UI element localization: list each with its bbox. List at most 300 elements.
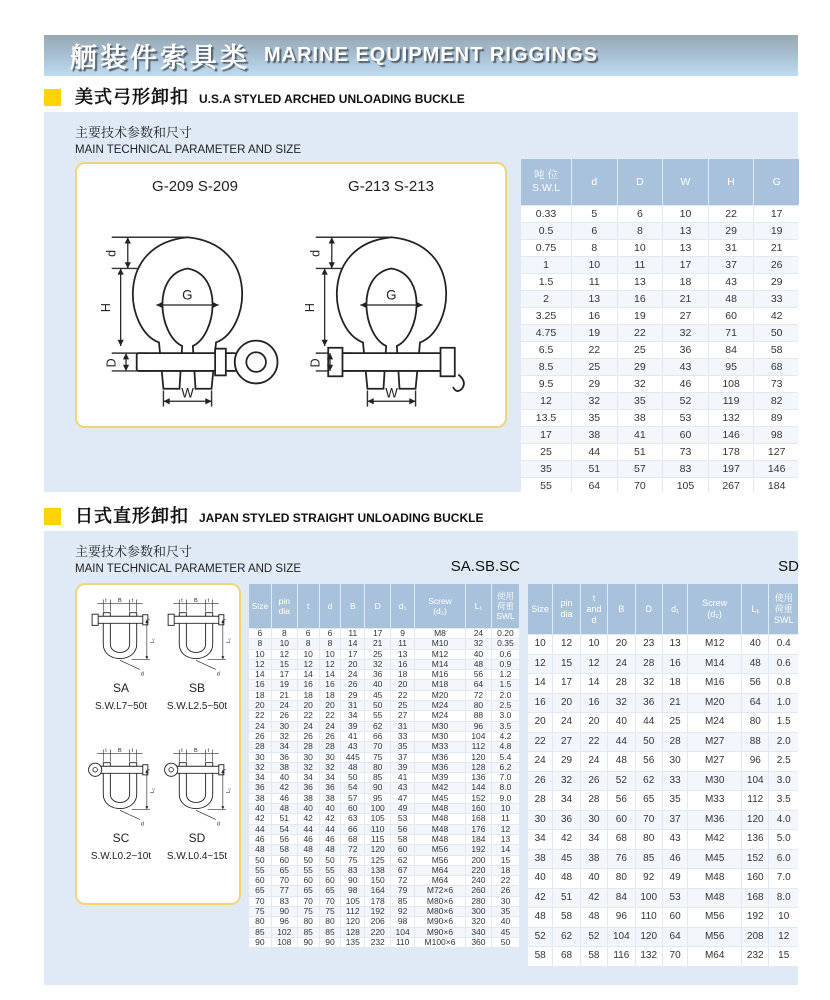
- table-cell: 8.0: [492, 783, 519, 792]
- table-cell: 71: [709, 325, 754, 341]
- table-cell: 32: [553, 772, 579, 791]
- table-cell: 43: [709, 274, 754, 290]
- table-cell: 32: [320, 763, 341, 772]
- table-row: [249, 670, 519, 679]
- table-cell: 22: [618, 325, 663, 341]
- table-cell: 85: [365, 773, 390, 782]
- table-cell: 39: [341, 722, 364, 731]
- table-cell: 55: [521, 478, 571, 494]
- table-cell: M64: [688, 947, 741, 966]
- table-cell: 28: [249, 742, 271, 751]
- table-cell: 17: [663, 257, 708, 273]
- table-cell: 98: [754, 427, 799, 443]
- table-cell: 178: [365, 897, 390, 906]
- table-cell: 12: [521, 393, 571, 409]
- table-cell: M48: [415, 825, 465, 834]
- variant-swl: S.W.L2.5~50t: [166, 701, 228, 712]
- table-cell: 58: [528, 947, 552, 966]
- table-cell: 9.0: [492, 794, 519, 803]
- table-row: [249, 680, 519, 689]
- table-cell: 85: [320, 928, 341, 937]
- table-cell: 16: [528, 694, 552, 713]
- table-cell: 38: [272, 763, 297, 772]
- table-cell: 11: [341, 629, 364, 638]
- table-cell: 72: [391, 876, 414, 885]
- column-header: 使用 荷重 SWL: [769, 584, 798, 634]
- table-cell: 197: [709, 461, 754, 477]
- table-cell: 51: [272, 814, 297, 823]
- table-cell: 34: [528, 830, 552, 849]
- table-row: [521, 240, 799, 256]
- table-cell: 31: [709, 240, 754, 256]
- table-row: [521, 359, 799, 375]
- table-row: [249, 650, 519, 659]
- table-cell: M27: [688, 733, 741, 752]
- sa-drawing: [83, 593, 159, 679]
- variant-swl: S.W.L0.4~15t: [166, 851, 228, 862]
- table-cell: 7.0: [769, 869, 798, 888]
- table-cell: 4.2: [492, 732, 519, 741]
- column-header: 使用 荷重 SWL: [492, 584, 519, 628]
- d-shackle-diagram: [75, 583, 241, 905]
- table-cell: 17: [521, 427, 571, 443]
- table-cell: 68: [553, 947, 579, 966]
- table-cell: 42: [528, 889, 552, 908]
- table-cell: M20: [415, 691, 465, 700]
- table-cell: 48: [553, 869, 579, 888]
- table-cell: 11: [492, 814, 519, 823]
- column-header: 吨 位 S.W.L: [521, 159, 571, 205]
- table-cell: 2.0: [492, 691, 519, 700]
- table-cell: 35: [618, 393, 663, 409]
- table-cell: 52: [608, 772, 634, 791]
- table-row: [249, 753, 519, 762]
- table-cell: 100: [636, 889, 662, 908]
- table-row: [528, 850, 798, 869]
- table-row: [249, 794, 519, 803]
- variant-swl: S.W.L7~50t: [95, 701, 147, 712]
- table-cell: M56: [688, 928, 741, 947]
- table-cell: 88: [742, 733, 768, 752]
- table-cell: 50: [249, 856, 271, 865]
- bow-shackle-diagram: [75, 162, 507, 428]
- table-row: [528, 752, 798, 771]
- table-cell: 14: [581, 674, 607, 693]
- table-row: [249, 660, 519, 669]
- table-cell: M42: [688, 830, 741, 849]
- table-cell: 10: [298, 650, 319, 659]
- table-cell: 75: [320, 907, 341, 916]
- table-cell: 53: [663, 889, 687, 908]
- section1-heading: [44, 88, 465, 106]
- table-cell: 16: [581, 694, 607, 713]
- table-cell: 96: [466, 722, 491, 731]
- table-cell: 36: [553, 811, 579, 830]
- table-cell: M48: [415, 814, 465, 823]
- table-cell: 32: [466, 639, 491, 648]
- table-cell: 1.5: [769, 713, 798, 732]
- table-cell: 110: [365, 825, 390, 834]
- table-cell: 52: [581, 928, 607, 947]
- table-cell: 37: [391, 753, 414, 762]
- table-cell: 2.5: [769, 752, 798, 771]
- table-row: [249, 928, 519, 937]
- table-cell: 30: [272, 722, 297, 731]
- table-cell: 80: [608, 869, 634, 888]
- table-cell: 22: [581, 733, 607, 752]
- table-cell: M10: [415, 639, 465, 648]
- table-cell: 80: [298, 917, 319, 926]
- column-header: H: [709, 159, 754, 205]
- table-cell: 5: [572, 206, 617, 222]
- table-cell: 29: [709, 223, 754, 239]
- table-cell: 46: [663, 850, 687, 869]
- table-cell: 3.0: [492, 711, 519, 720]
- table-cell: M72×6: [415, 886, 465, 895]
- table-cell: 85: [391, 897, 414, 906]
- table-cell: 30: [528, 811, 552, 830]
- column-header: Size: [528, 584, 552, 634]
- table-cell: 13.5: [521, 410, 571, 426]
- table-cell: 44: [298, 825, 319, 834]
- table-cell: 40: [608, 713, 634, 732]
- table-cell: 64: [663, 928, 687, 947]
- table-cell: 110: [636, 908, 662, 927]
- table-cell: 80: [320, 917, 341, 926]
- table-cell: 48: [466, 660, 491, 669]
- table-cell: 26: [249, 732, 271, 741]
- table-row: [521, 274, 799, 290]
- table-cell: 52: [663, 393, 708, 409]
- table-cell: 18: [663, 674, 687, 693]
- table-cell: 1: [521, 257, 571, 273]
- table-cell: 27: [391, 711, 414, 720]
- column-header: D: [618, 159, 663, 205]
- table-cell: 104: [466, 732, 491, 741]
- table-cell: 42: [553, 830, 579, 849]
- table-cell: 125: [365, 856, 390, 865]
- table-cell: 65: [320, 886, 341, 895]
- table-cell: 0.20: [492, 629, 519, 638]
- table-row: [249, 691, 519, 700]
- table-cell: 60: [709, 308, 754, 324]
- table-cell: 64: [742, 694, 768, 713]
- table-cell: 220: [365, 928, 390, 937]
- yellow-bullet-icon: [44, 89, 61, 106]
- table-cell: 120: [466, 753, 491, 762]
- table-cell: 92: [636, 869, 662, 888]
- table-cell: 152: [466, 794, 491, 803]
- table-cell: 85: [636, 850, 662, 869]
- column-header: pin dia: [272, 584, 297, 628]
- table-cell: 22: [298, 711, 319, 720]
- table-cell: 14: [528, 674, 552, 693]
- table-cell: 36: [365, 670, 390, 679]
- table-cell: 120: [742, 811, 768, 830]
- table-cell: M24: [415, 701, 465, 710]
- column-header: pin dia: [553, 584, 579, 634]
- table-cell: 65: [272, 866, 297, 875]
- table-cell: 18: [298, 691, 319, 700]
- table-cell: 90: [272, 907, 297, 916]
- table-cell: 8: [298, 639, 319, 648]
- table-cell: 36: [636, 694, 662, 713]
- table-row: [521, 393, 799, 409]
- table-cell: 30: [663, 752, 687, 771]
- table-cell: 24: [320, 722, 341, 731]
- table-cell: 62: [391, 856, 414, 865]
- table-cell: 184: [466, 835, 491, 844]
- table-cell: 26: [492, 886, 519, 895]
- table-cell: 82: [754, 393, 799, 409]
- table-cell: 32: [636, 674, 662, 693]
- table-row: [249, 856, 519, 865]
- table-cell: M56: [415, 845, 465, 854]
- table-cell: 16: [572, 308, 617, 324]
- table-cell: 36: [663, 342, 708, 358]
- table-cell: 160: [742, 869, 768, 888]
- table-cell: 49: [663, 869, 687, 888]
- table-row: [521, 376, 799, 392]
- table-cell: 29: [572, 376, 617, 392]
- section2-panel: [44, 531, 798, 985]
- table-cell: 45: [365, 691, 390, 700]
- table-cell: 38: [528, 850, 552, 869]
- table-cell: 35: [572, 410, 617, 426]
- table-cell: 35: [492, 907, 519, 916]
- table-cell: 35: [521, 461, 571, 477]
- table-cell: 42: [581, 889, 607, 908]
- table-row: [528, 869, 798, 888]
- column-header: B: [341, 584, 364, 628]
- table-row: [249, 835, 519, 844]
- table-cell: 24: [249, 722, 271, 731]
- table-cell: 16: [320, 680, 341, 689]
- table-row: [528, 928, 798, 947]
- column-header: d₁: [663, 584, 687, 634]
- table-cell: 240: [466, 876, 491, 885]
- table-cell: 40: [249, 804, 271, 813]
- table-cell: 80: [742, 713, 768, 732]
- table-cell: 108: [709, 376, 754, 392]
- table-cell: 35: [663, 791, 687, 810]
- table-row: [249, 629, 519, 638]
- sab-table-caption: SA.SB.SC: [450, 558, 520, 575]
- table-cell: 0.6: [492, 650, 519, 659]
- table-cell: 67: [391, 866, 414, 875]
- table-row: [528, 713, 798, 732]
- table-cell: 146: [754, 461, 799, 477]
- table-cell: 48: [341, 763, 364, 772]
- table-cell: 46: [298, 835, 319, 844]
- table-cell: 105: [365, 814, 390, 823]
- table-row: [521, 257, 799, 273]
- table-cell: 42: [320, 814, 341, 823]
- table-cell: 1.5: [521, 274, 571, 290]
- table-cell: 12: [528, 655, 552, 674]
- table-cell: 184: [754, 478, 799, 494]
- table-cell: 13: [618, 274, 663, 290]
- table-cell: 56: [272, 835, 297, 844]
- table-cell: 8.0: [769, 889, 798, 908]
- table-cell: 41: [618, 427, 663, 443]
- table-cell: 120: [636, 928, 662, 947]
- table-cell: 14: [298, 670, 319, 679]
- table-cell: 0.33: [521, 206, 571, 222]
- table-cell: 104: [391, 928, 414, 937]
- table-cell: M48: [415, 835, 465, 844]
- table-cell: 55: [298, 866, 319, 875]
- table-cell: 10: [769, 908, 798, 927]
- sb-drawing: [159, 593, 235, 679]
- table-cell: 0.9: [492, 660, 519, 669]
- table-cell: 25: [663, 713, 687, 732]
- table-cell: 19: [754, 223, 799, 239]
- table-cell: 60: [298, 876, 319, 885]
- table-cell: 29: [754, 274, 799, 290]
- table-cell: 38: [320, 794, 341, 803]
- table-cell: 206: [365, 917, 390, 926]
- table-cell: 70: [636, 811, 662, 830]
- table-cell: 32: [608, 694, 634, 713]
- table-row: [249, 773, 519, 782]
- table-cell: 10: [663, 206, 708, 222]
- table-cell: 40: [272, 773, 297, 782]
- table-cell: 10: [272, 639, 297, 648]
- table-row: [249, 804, 519, 813]
- table-cell: 64: [572, 478, 617, 494]
- table-cell: 14: [320, 670, 341, 679]
- table-cell: 127: [754, 444, 799, 460]
- table-cell: 40: [365, 680, 390, 689]
- table-cell: 44: [608, 733, 634, 752]
- column-header: W: [663, 159, 708, 205]
- table-cell: 38: [572, 427, 617, 443]
- table-cell: 112: [742, 791, 768, 810]
- table-cell: 58: [391, 835, 414, 844]
- table-cell: 85: [249, 928, 271, 937]
- table-cell: 34: [272, 742, 297, 751]
- table-cell: 6.0: [769, 850, 798, 869]
- table-cell: 92: [391, 907, 414, 916]
- table-cell: M80×6: [415, 907, 465, 916]
- table-cell: 42: [249, 814, 271, 823]
- table-cell: 30: [298, 753, 319, 762]
- table-cell: 21: [663, 291, 708, 307]
- table-cell: M16: [415, 670, 465, 679]
- table-cell: 160: [466, 804, 491, 813]
- table-cell: 28: [663, 733, 687, 752]
- table-cell: 12: [249, 660, 271, 669]
- table-row: [249, 886, 519, 895]
- table-cell: 6: [572, 223, 617, 239]
- table-cell: 83: [663, 461, 708, 477]
- table-cell: 119: [709, 393, 754, 409]
- table-cell: 38: [618, 410, 663, 426]
- table-row: [528, 889, 798, 908]
- table-cell: 192: [466, 845, 491, 854]
- column-header: Size: [249, 584, 271, 628]
- variant-sc: [83, 743, 159, 893]
- table-cell: 60: [249, 876, 271, 885]
- table-cell: 52: [528, 928, 552, 947]
- table-cell: 80: [636, 830, 662, 849]
- table-cell: 20: [528, 713, 552, 732]
- table-row: [521, 427, 799, 443]
- table-cell: 40: [320, 804, 341, 813]
- table-cell: 12: [492, 825, 519, 834]
- table-cell: 7.0: [492, 773, 519, 782]
- table-cell: 34: [320, 773, 341, 782]
- table-row: [249, 897, 519, 906]
- table-row: [521, 308, 799, 324]
- table-cell: M90×6: [415, 928, 465, 937]
- table-cell: M20: [688, 694, 741, 713]
- table-cell: M90×6: [415, 917, 465, 926]
- table-cell: 44: [249, 825, 271, 834]
- table-cell: 24: [581, 752, 607, 771]
- table-cell: M14: [415, 660, 465, 669]
- table-cell: 15: [492, 856, 519, 865]
- table-cell: 4.75: [521, 325, 571, 341]
- table-cell: M45: [415, 794, 465, 803]
- column-header: t: [298, 584, 319, 628]
- table-cell: 13: [391, 650, 414, 659]
- table-cell: 22: [391, 691, 414, 700]
- table-cell: 75: [249, 907, 271, 916]
- table-row: [521, 325, 799, 341]
- table-cell: 42: [298, 814, 319, 823]
- table-cell: 58: [581, 947, 607, 966]
- table-cell: 39: [391, 763, 414, 772]
- table-cell: 10: [581, 635, 607, 654]
- table-cell: 48: [742, 655, 768, 674]
- table-row: [521, 206, 799, 222]
- table-cell: 30: [320, 753, 341, 762]
- table-cell: 40: [528, 869, 552, 888]
- table-cell: 6: [320, 629, 341, 638]
- table-cell: 260: [466, 886, 491, 895]
- table-cell: M30: [415, 732, 465, 741]
- model-label-g213: G-213 S-213: [348, 178, 434, 195]
- table-cell: 24: [341, 670, 364, 679]
- table-cell: 48: [272, 804, 297, 813]
- table-cell: 60: [391, 845, 414, 854]
- table-row: [528, 674, 798, 693]
- table-cell: 33: [754, 291, 799, 307]
- table-cell: 18: [320, 691, 341, 700]
- table-cell: M24: [688, 713, 741, 732]
- table-cell: 10: [572, 257, 617, 273]
- table-cell: 104: [608, 928, 634, 947]
- table-cell: 56: [391, 825, 414, 834]
- table-cell: 4.8: [492, 742, 519, 751]
- g213-shackle-drawing: [289, 198, 494, 420]
- table-cell: 55: [365, 711, 390, 720]
- table-row: [528, 733, 798, 752]
- table-cell: 13: [572, 291, 617, 307]
- table-cell: 10: [618, 240, 663, 256]
- table-cell: 15: [769, 947, 798, 966]
- table-cell: M56: [415, 856, 465, 865]
- table-cell: 115: [365, 835, 390, 844]
- table-cell: 12: [581, 655, 607, 674]
- table-cell: 26: [581, 772, 607, 791]
- table-cell: 58: [272, 845, 297, 854]
- table-cell: 56: [742, 674, 768, 693]
- table-cell: 80: [466, 701, 491, 710]
- table-cell: 15: [553, 655, 579, 674]
